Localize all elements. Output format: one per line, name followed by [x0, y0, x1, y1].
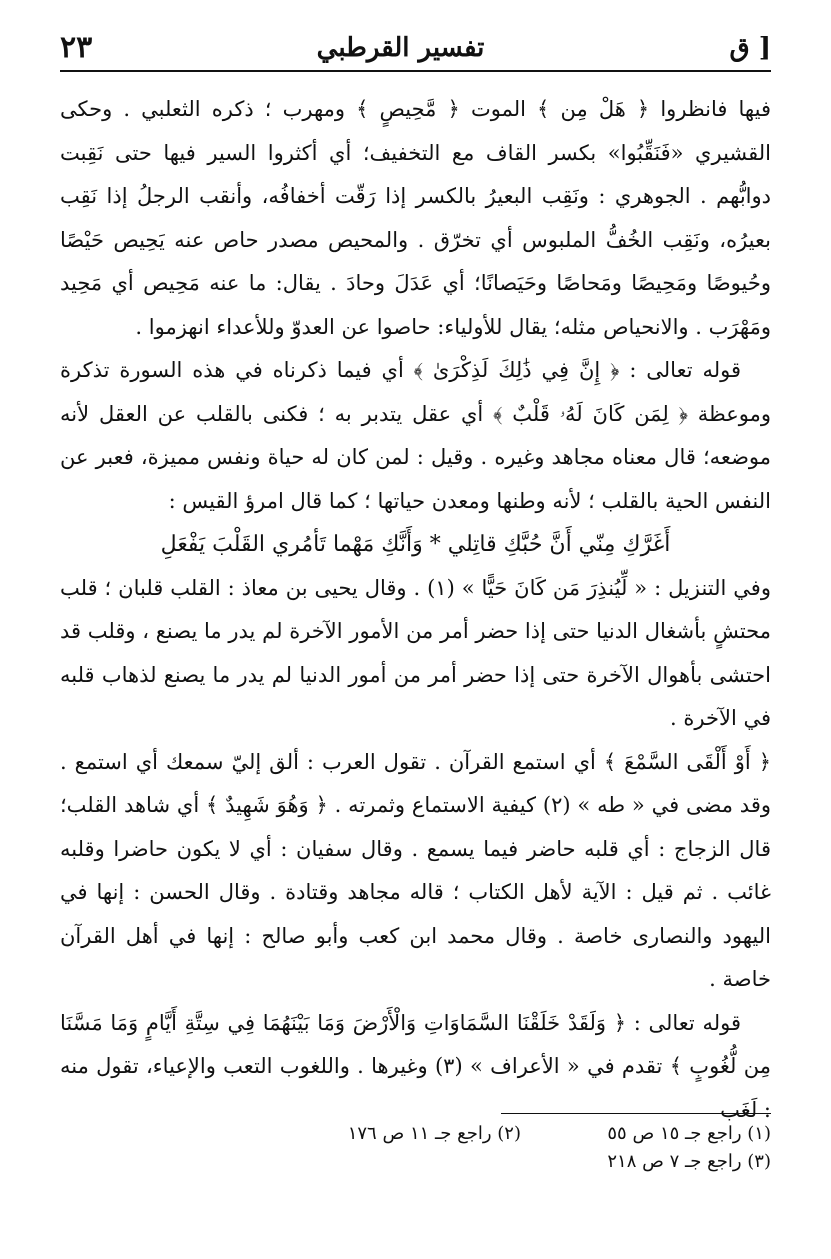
paragraph: وفي التنزيل : « لِّيُنذِرَ مَن كَانَ حَيًّا » (١) . وقال يحيى بن معاذ : القلب قلبان ؛ قلب محتشٍ بأشغال الدنيا حتى إذا حضر أمر من الأمور الآخرة لم يدر ما يصنع ، وقلب قد احتشى بأهوال الآخرة حتى إذا حضر أمر من أمور الدنيا لم يدر ما يصنع لذهاب قلبه في الآخرة .: [60, 575, 771, 730]
paragraph: قوله تعالى : ﴿ إِنَّ فِي ذَٰلِكَ لَذِكْرَىٰ ﴾ أي فيما ذكرناه في هذه السورة تذكرة وموعظة ﴿ لِمَن كَانَ لَهُۥ قَلْبٌ ﴾ أي عقل يتدبر به ؛ فكنى بالقلب عن العقل لأنه موضعه؛ قال معناه مجاهد وغيره . وقيل : لمن كان له حياة ونفس مميزة، فعبر عن النفس الحية بالقلب ؛ لأنه وطنها ومعدن حياتها ؛ كما قال امرؤ القيس :: [60, 358, 771, 513]
page-number: ٢٣: [60, 30, 93, 65]
paragraph: ﴿ أَوْ أَلْقَى السَّمْعَ ﴾ أي استمع القرآن . تقول العرب : ألق إليّ سمعك أي استمع . وقد مضى في « طه » (٢) كيفية الاستماع وثمرته . ﴿ وَهُوَ شَهِيدٌ ﴾ أي شاهد القلب؛ قال الزجاج : أي قلبه حاضر فيما يسمع . وقال سفيان : أي لا يكون حاضرا وقلبه غائب . ثم قيل : الآية لأهل الكتاب ؛ قاله مجاهد وقتادة . وقال الحسن : إنها في اليهود والنصارى خاصة . وقال محمد ابن كعب وأبو صالح : إنها في أهل القرآن خاصة .: [60, 749, 771, 991]
footnotes: [60, 1120, 771, 1176]
footnote-3: (٣) راجع جـ ٧ ص ٢١٨: [607, 1151, 771, 1172]
running-title: تفسير القرطبي: [316, 33, 485, 63]
footnote-row: [60, 1120, 771, 1148]
footnote-rule: [501, 1113, 771, 1114]
paragraph: قوله تعالى : ﴿ وَلَقَدْ خَلَقْنَا السَّمَاوَاتِ وَالْأَرْضَ وَمَا بَيْنَهُمَا فِي سِتَّةِ أَيَّامٍ وَمَا مَسَّنَا مِن لُّغُوبٍ ﴾ تقدم في « الأعراف » (٣) وغيرها . واللغوب التعب والإعياء، تقول منه : لَغَب: [60, 1010, 771, 1122]
main-text: [60, 88, 771, 1132]
page-header: [60, 30, 771, 68]
poem-verse: أَغَرَّكِ مِنّي أَنَّ حُبَّكِ قاتِلي * وَأَنَّكِ مَهْما تَأمُري القَلْبَ يَفْعَلِ: [160, 532, 671, 557]
paragraph: فيها فانظروا ﴿ هَلْ مِن ﴾ الموت ﴿ مَّحِيصٍ ﴾ ومهرب ؛ ذكره الثعلبي . وحكى القشيري «فَنَقِّبُوا» بكسر القاف مع التخفيف؛ أي أكثروا السير فيها حتى نَقِبت دوابُّهم . الجوهري : ونَقِب البعيرُ بالكسر إذا رَقّت أخفافُه، وأنقب الرجلُ إذا نَقِب بعيرُه، ونَقِب الخُفُّ الملبوس أي تخرّق . والمحيص مصدر حاص عنه يَحِيص حَيْصًا وحُيوصًا ومَحِيصًا ومَحاصًا وحَيَصانًا؛ أي عَدَلَ وحادَ . يقال: ما عنه مَحِيص أي مَحِيد ومَهْرَب . والانحياص مثله؛ يقال للأولياء: حاصوا عن العدوّ وللأعداء انهزموا .: [60, 97, 771, 339]
footnote-1: (١) راجع جـ ١٥ ص ٥٥: [607, 1123, 771, 1144]
header-rule: [60, 70, 771, 72]
section-marker: ق ]: [729, 33, 771, 63]
footnote-row: [60, 1148, 771, 1176]
footnote-2: (٢) راجع جـ ١١ ص ١٧٦: [347, 1123, 521, 1144]
